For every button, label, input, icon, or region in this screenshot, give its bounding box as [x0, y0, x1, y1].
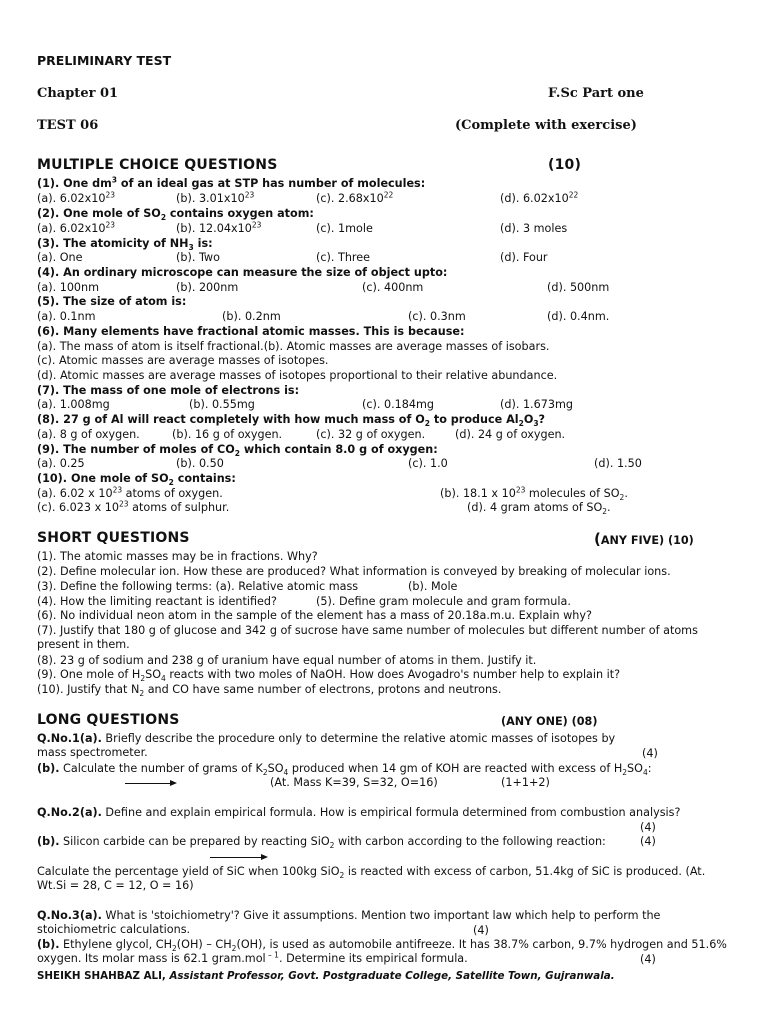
- long-q1b-marks: (1+1+2): [501, 776, 550, 789]
- mcq-q8-option-b: (b). 16 g of oxygen.: [172, 428, 283, 441]
- mcq-q2-option-b: (b). $12.04x10^{23}$: [176, 220, 262, 235]
- mcq-q1-option-b: (b). $3.01x10^{23}$: [176, 190, 255, 205]
- mcq-q2-option-a: (a). $6.02x10^{23}$: [37, 220, 116, 235]
- short-q3-b: (b). Mole: [408, 580, 458, 593]
- short-marks: (ANY FIVE) (10): [594, 530, 694, 548]
- long-q2b: (b). Silicon carbide can be prepared by reacting SiO$_2$ with carbon according to the following reaction:: [37, 835, 606, 851]
- mcq-q8-option-a: (a). 8 g of oxygen.: [37, 428, 140, 441]
- mcq-q1-option-d: (d). $6.02x10^{22}$: [500, 190, 579, 205]
- mcq-q9-option-a: (a). 0.25: [37, 457, 85, 470]
- mcq-q4-option-d: (d). 500nm: [547, 281, 610, 294]
- mcq-q2-option-c: (c). 1mole: [316, 222, 373, 235]
- short-q2: (2). Define molecular ion. How these are produced? What information is conveyed by breaking of molecular ions.: [37, 565, 671, 578]
- mcq-q8-stem: (8). 27 g of Al will react completely with how much mass of $O_2$ to produce $Al_2O_3$?: [37, 413, 546, 429]
- mcq-q5-stem: (5). The size of atom is:: [37, 295, 187, 308]
- footer-credit: SHEIKH SHAHBAZ ALI, Assistant Professor, Govt. Postgraduate College, Satellite Town, Gujranwala.: [37, 970, 615, 982]
- short-q6: (6). No individual neon atom in the sample of the element has a mass of 20.18a.m.u. Explain why?: [37, 609, 592, 622]
- short-q3: (3). Define the following terms: (a). Relative atomic mass: [37, 580, 359, 593]
- long-q1a: Q.No.1(a). Briefly describe the procedure only to determine the relative atomic masses of isotopes by mass spectrometer.: [37, 732, 616, 759]
- short-q5: (5). Define gram molecule and gram formula.: [316, 595, 571, 608]
- long-q3a: Q.No.3(a). What is 'stoichiometry'? Give it assumptions. Mention two important law which help to perform the stoichiometric calculations.: [37, 909, 661, 936]
- long-q2a: Q.No.2(a). Define and explain empirical formula. How is empirical formula determined from combustion analysis?: [37, 806, 681, 819]
- mcq-q6-option-d: (d). Atomic masses are average masses of isotopes proportional to their relative abundance.: [37, 369, 558, 382]
- short-q9: (9). One mole of $H_2SO_4$ reacts with two moles of NaOH. How does Avogadro's number help to explain it?: [37, 668, 621, 684]
- mcq-q3-option-c: (c). Three: [316, 251, 371, 264]
- mcq-q8-option-c: (c). 32 g of oxygen.: [316, 428, 426, 441]
- mcq-q5-option-d: (d). 0.4nm.: [547, 310, 610, 323]
- long-q3b: (b). Ethylene glycol, $CH_2(OH) - CH_2(OH)$, is used as automobile antifreeze. It has 38.7% carbon, 9.7% hydrogen and 51.6% oxygen. Its molar mass is 62.1 gram.mol $^{- 1}$. Determine its empirical formula.: [37, 938, 727, 965]
- mcq-q7-option-b: (b). 0.55mg: [189, 398, 255, 411]
- long-q1b-data: (At. Mass K=39, S=32, O=16): [270, 776, 438, 789]
- long-q2a-marks: (4): [640, 821, 656, 834]
- long-q3b-marks: (4): [640, 953, 656, 966]
- mcq-q1-option-c: (c). $2.68x10^{22}$: [316, 190, 394, 205]
- mcq-q5-option-c: (c). 0.3nm: [408, 310, 466, 323]
- long-q2c: Calculate the percentage yield of SiC when 100kg SiO$_2$ is reacted with excess of carbon, 51.4kg of SiC is produced. (At. Wt.Si = 28, C = 12, O = 16): [37, 865, 706, 892]
- mcq-q9-option-d: (d). 1.50: [594, 457, 642, 470]
- mcq-q7-option-d: (d). 1.673mg: [500, 398, 573, 411]
- mcq-q10-option-a: (a). 6.02 x $10^{23}$ atoms of oxygen.: [37, 485, 223, 500]
- mcq-q1-option-a: (a). $6.02x10^{23}$: [37, 190, 116, 205]
- mcq-marks: (10): [548, 157, 582, 173]
- short-q8: (8). 23 g of sodium and 238 g of uranium have equal number of atoms in them. Justify it.: [37, 654, 537, 667]
- mcq-q7-option-a: (a). 1.008mg: [37, 398, 110, 411]
- mcq-q2-stem: (2). One mole of $SO_2$ contains oxygen atom:: [37, 207, 314, 223]
- mcq-q6-option-c: (c). Atomic masses are average masses of isotopes.: [37, 354, 329, 367]
- mcq-q1-stem: (1). One $dm^3$ of an ideal gas at STP has number of molecules:: [37, 175, 426, 190]
- mcq-q4-stem: (4). An ordinary microscope can measure the size of object upto:: [37, 266, 448, 279]
- reaction-arrow: [210, 857, 266, 858]
- mcq-q10-option-c: (c). 6.023 x $10^{23}$ atoms of sulphur.: [37, 499, 230, 514]
- mcq-q7-option-c: (c). 0.184mg: [362, 398, 435, 411]
- long-marks: (ANY ONE) (08): [501, 715, 598, 728]
- long-q1b: (b). Calculate the number of grams of $K_2SO_4$ produced when 14 gm of KOH are reacted with excess of $H_2SO_4$:: [37, 762, 652, 778]
- test-number: TEST 06: [37, 118, 99, 133]
- mcq-q10-option-d: (d). 4 gram atoms of $SO_2$.: [467, 501, 611, 517]
- short-q10: (10). Justify that $N_2$ and CO have same number of electrons, protons and neutrons.: [37, 683, 502, 699]
- mcq-q10-stem: (10). One mole of $SO_2$ contains:: [37, 472, 236, 488]
- reaction-arrow: [125, 783, 175, 784]
- mcq-q5-option-a: (a). 0.1nm: [37, 310, 96, 323]
- short-q7: (7). Justify that 180 g of glucose and 342 g of sucrose have same number of molecules but different number of atoms present in them.: [37, 624, 698, 651]
- test-note: (Complete with exercise): [455, 118, 637, 133]
- mcq-q2-option-d: (d). 3 moles: [500, 222, 568, 235]
- mcq-q5-option-b: (b). 0.2nm: [222, 310, 281, 323]
- mcq-q10-option-b: (b). 18.1 x $10^{23}$ molecules of $SO_2$.: [440, 485, 628, 503]
- mcq-q6-stem: (6). Many elements have fractional atomic masses. This is because:: [37, 325, 465, 338]
- mcq-q9-stem: (9). The number of moles of $CO_2$ which contain 8.0 g of oxygen:: [37, 443, 438, 459]
- mcq-q3-option-a: (a). One: [37, 251, 83, 264]
- short-q4: (4). How the limiting reactant is identified?: [37, 595, 277, 608]
- chapter-label: Chapter 01: [37, 86, 119, 101]
- mcq-q4-option-c: (c). 400nm: [362, 281, 424, 294]
- mcq-q9-option-b: (b). 0.50: [176, 457, 224, 470]
- long-q1a-marks: (4): [642, 747, 658, 760]
- mcq-q3-stem: (3). The atomicity of $NH_3$ is:: [37, 237, 213, 253]
- short-heading: SHORT QUESTIONS: [37, 530, 190, 546]
- class-label: F.Sc Part one: [548, 86, 644, 101]
- test-title: PRELIMINARY TEST: [37, 53, 172, 68]
- mcq-q3-option-d: (d). Four: [500, 251, 548, 264]
- mcq-q9-option-c: (c). 1.0: [408, 457, 448, 470]
- long-heading: LONG QUESTIONS: [37, 712, 180, 728]
- mcq-q4-option-b: (b). 200nm: [176, 281, 239, 294]
- mcq-heading: MULTIPLE CHOICE QUESTIONS: [37, 157, 278, 173]
- mcq-q7-stem: (7). The mass of one mole of electrons is:: [37, 384, 300, 397]
- mcq-q8-option-d: (d). 24 g of oxygen.: [455, 428, 566, 441]
- long-q3a-marks: (4): [473, 924, 489, 937]
- mcq-q4-option-a: (a). 100nm: [37, 281, 100, 294]
- long-q2b-marks: (4): [640, 835, 656, 848]
- mcq-q3-option-b: (b). Two: [176, 251, 220, 264]
- short-q1: (1). The atomic masses may be in fractions. Why?: [37, 550, 318, 563]
- mcq-q6-option-a: (a). The mass of atom is itself fractional.(b). Atomic masses are average masses of isobars.: [37, 340, 550, 353]
